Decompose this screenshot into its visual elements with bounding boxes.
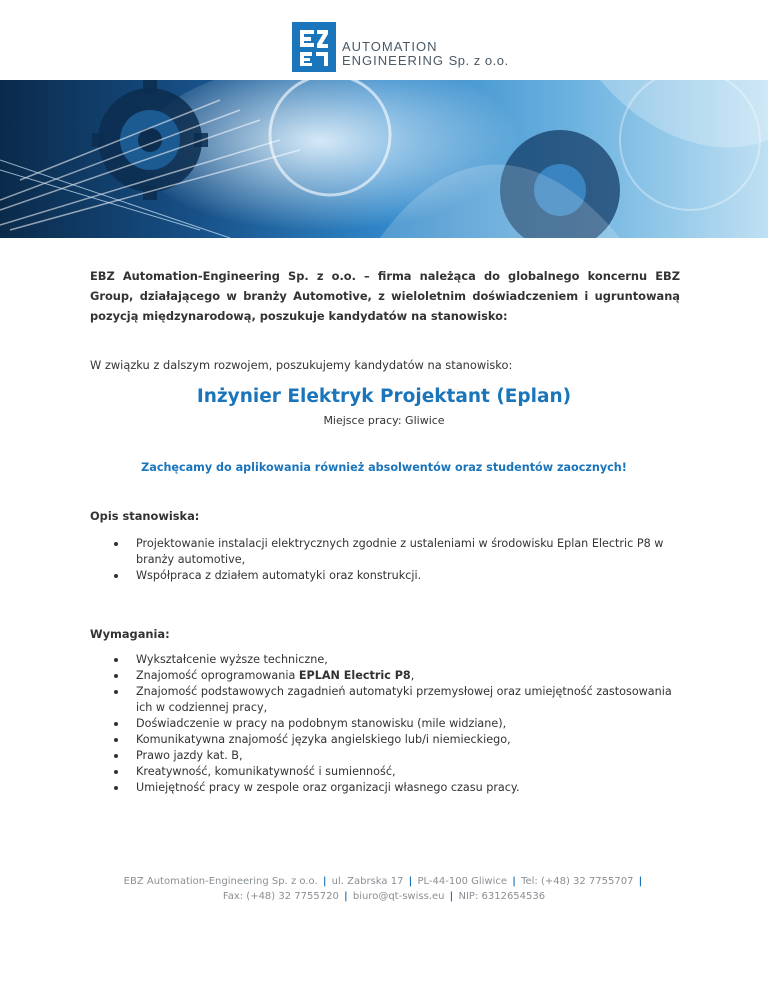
list-item xyxy=(114,764,674,780)
list-item-text: Komunikatywna znajomość języka angielskiego lub/i niemieckiego, xyxy=(136,733,511,746)
footer-line1 xyxy=(0,874,768,889)
hero-banner-image xyxy=(0,80,768,238)
header xyxy=(0,18,768,80)
list-item-text: Doświadczenie w pracy na podobnym stanowisku (mile widziane), xyxy=(136,717,507,730)
list-item-text: Znajomość oprogramowania xyxy=(136,669,299,682)
logo-line2-suffix: Sp. z o.o. xyxy=(448,53,509,68)
logo-wordmark xyxy=(342,40,509,68)
footer-separator: | xyxy=(512,876,516,887)
list-item xyxy=(114,684,674,716)
list-item xyxy=(114,748,674,764)
footer-separator: | xyxy=(344,891,348,902)
footer xyxy=(0,874,768,904)
footer-tel: Tel: (+48) 32 7755707 xyxy=(521,876,634,887)
bullet-icon xyxy=(114,770,118,774)
list-item xyxy=(114,780,674,796)
list-item-text: Projektowanie instalacji elektrycznych zgodnie z ustaleniami w środowisku Eplan Electric P8 w branży automotive, xyxy=(136,537,664,566)
list-item xyxy=(114,716,674,732)
list-item-text: Kreatywność, komunikatywność i sumienność, xyxy=(136,765,396,778)
list-item xyxy=(114,668,674,684)
list-item xyxy=(114,536,674,568)
job-location: Miejsce pracy: Gliwice xyxy=(323,414,445,427)
footer-separator: | xyxy=(322,876,327,887)
logo-line2-main: ENGINEERING xyxy=(342,53,445,68)
list-item-text: Współpraca z działem automatyki oraz konstrukcji. xyxy=(136,569,422,582)
bullet-icon xyxy=(114,690,118,694)
ebz-logo-icon xyxy=(292,22,336,72)
footer-address: ul. Zabrska 17 xyxy=(331,876,404,887)
bullet-icon xyxy=(114,738,118,742)
footer-separator: | xyxy=(638,876,643,887)
list-item xyxy=(114,568,674,584)
bullet-icon xyxy=(114,658,118,662)
eplan-highlight: EPLAN Electric P8 xyxy=(298,669,411,682)
footer-city: PL-44-100 Gliwice xyxy=(417,876,508,887)
list-item xyxy=(114,652,674,668)
list-item-text: Umiejętność pracy w zespole oraz organizacji własnego czasu pracy. xyxy=(136,781,520,794)
list-item xyxy=(114,732,674,748)
footer-nip: NIP: 6312654536 xyxy=(458,891,546,902)
footer-separator: | xyxy=(449,891,454,902)
list-item-text: Wykształcenie wyższe techniczne, xyxy=(136,653,328,666)
logo-line1: AUTOMATION xyxy=(342,39,438,54)
bullet-icon xyxy=(114,754,118,758)
footer-line2 xyxy=(0,889,768,904)
section-title-opis: Opis stanowiska: xyxy=(90,509,200,523)
bullet-icon xyxy=(114,786,118,790)
encourage-note: Zachęcamy do aplikowania również absolwentów oraz studentów zaocznych! xyxy=(141,461,627,474)
wymagania-list xyxy=(114,652,674,796)
footer-email[interactable]: biuro@qt-swiss.eu xyxy=(352,891,445,902)
job-title: Inżynier Elektryk Projektant (Eplan) xyxy=(196,386,572,407)
bullet-icon xyxy=(114,574,118,578)
footer-fax: Fax: (+48) 32 7755720 xyxy=(222,891,339,902)
lead-paragraph: W związku z dalszym rozwojem, poszukujemy kandydatów na stanowisko: xyxy=(90,358,513,372)
opis-list xyxy=(114,536,674,584)
footer-company: EBZ Automation-Engineering Sp. z o.o. xyxy=(123,876,318,887)
bullet-icon xyxy=(114,722,118,726)
list-item-text: Prawo jazdy kat. B, xyxy=(136,749,243,762)
bullet-icon xyxy=(114,542,118,546)
eplan-trailing: , xyxy=(410,669,415,682)
logo-line2 xyxy=(342,54,509,68)
list-item-text: Znajomość podstawowych zagadnień automatyki przemysłowej oraz umiejętność zastosowania ich w codziennej pracy, xyxy=(136,685,672,714)
intro-paragraph: EBZ Automation-Engineering Sp. z o.o. – firma należąca do globalnego koncernu EBZ Group, działającego w branży Automotive, z wieloletnim doświadczeniem i ugruntowaną pozycją międzynarodową, poszukuje kandydatów na stanowisko: xyxy=(90,269,680,323)
footer-separator: | xyxy=(408,876,413,887)
section-title-wymagania: Wymagania: xyxy=(90,627,170,641)
bullet-icon xyxy=(114,674,118,678)
